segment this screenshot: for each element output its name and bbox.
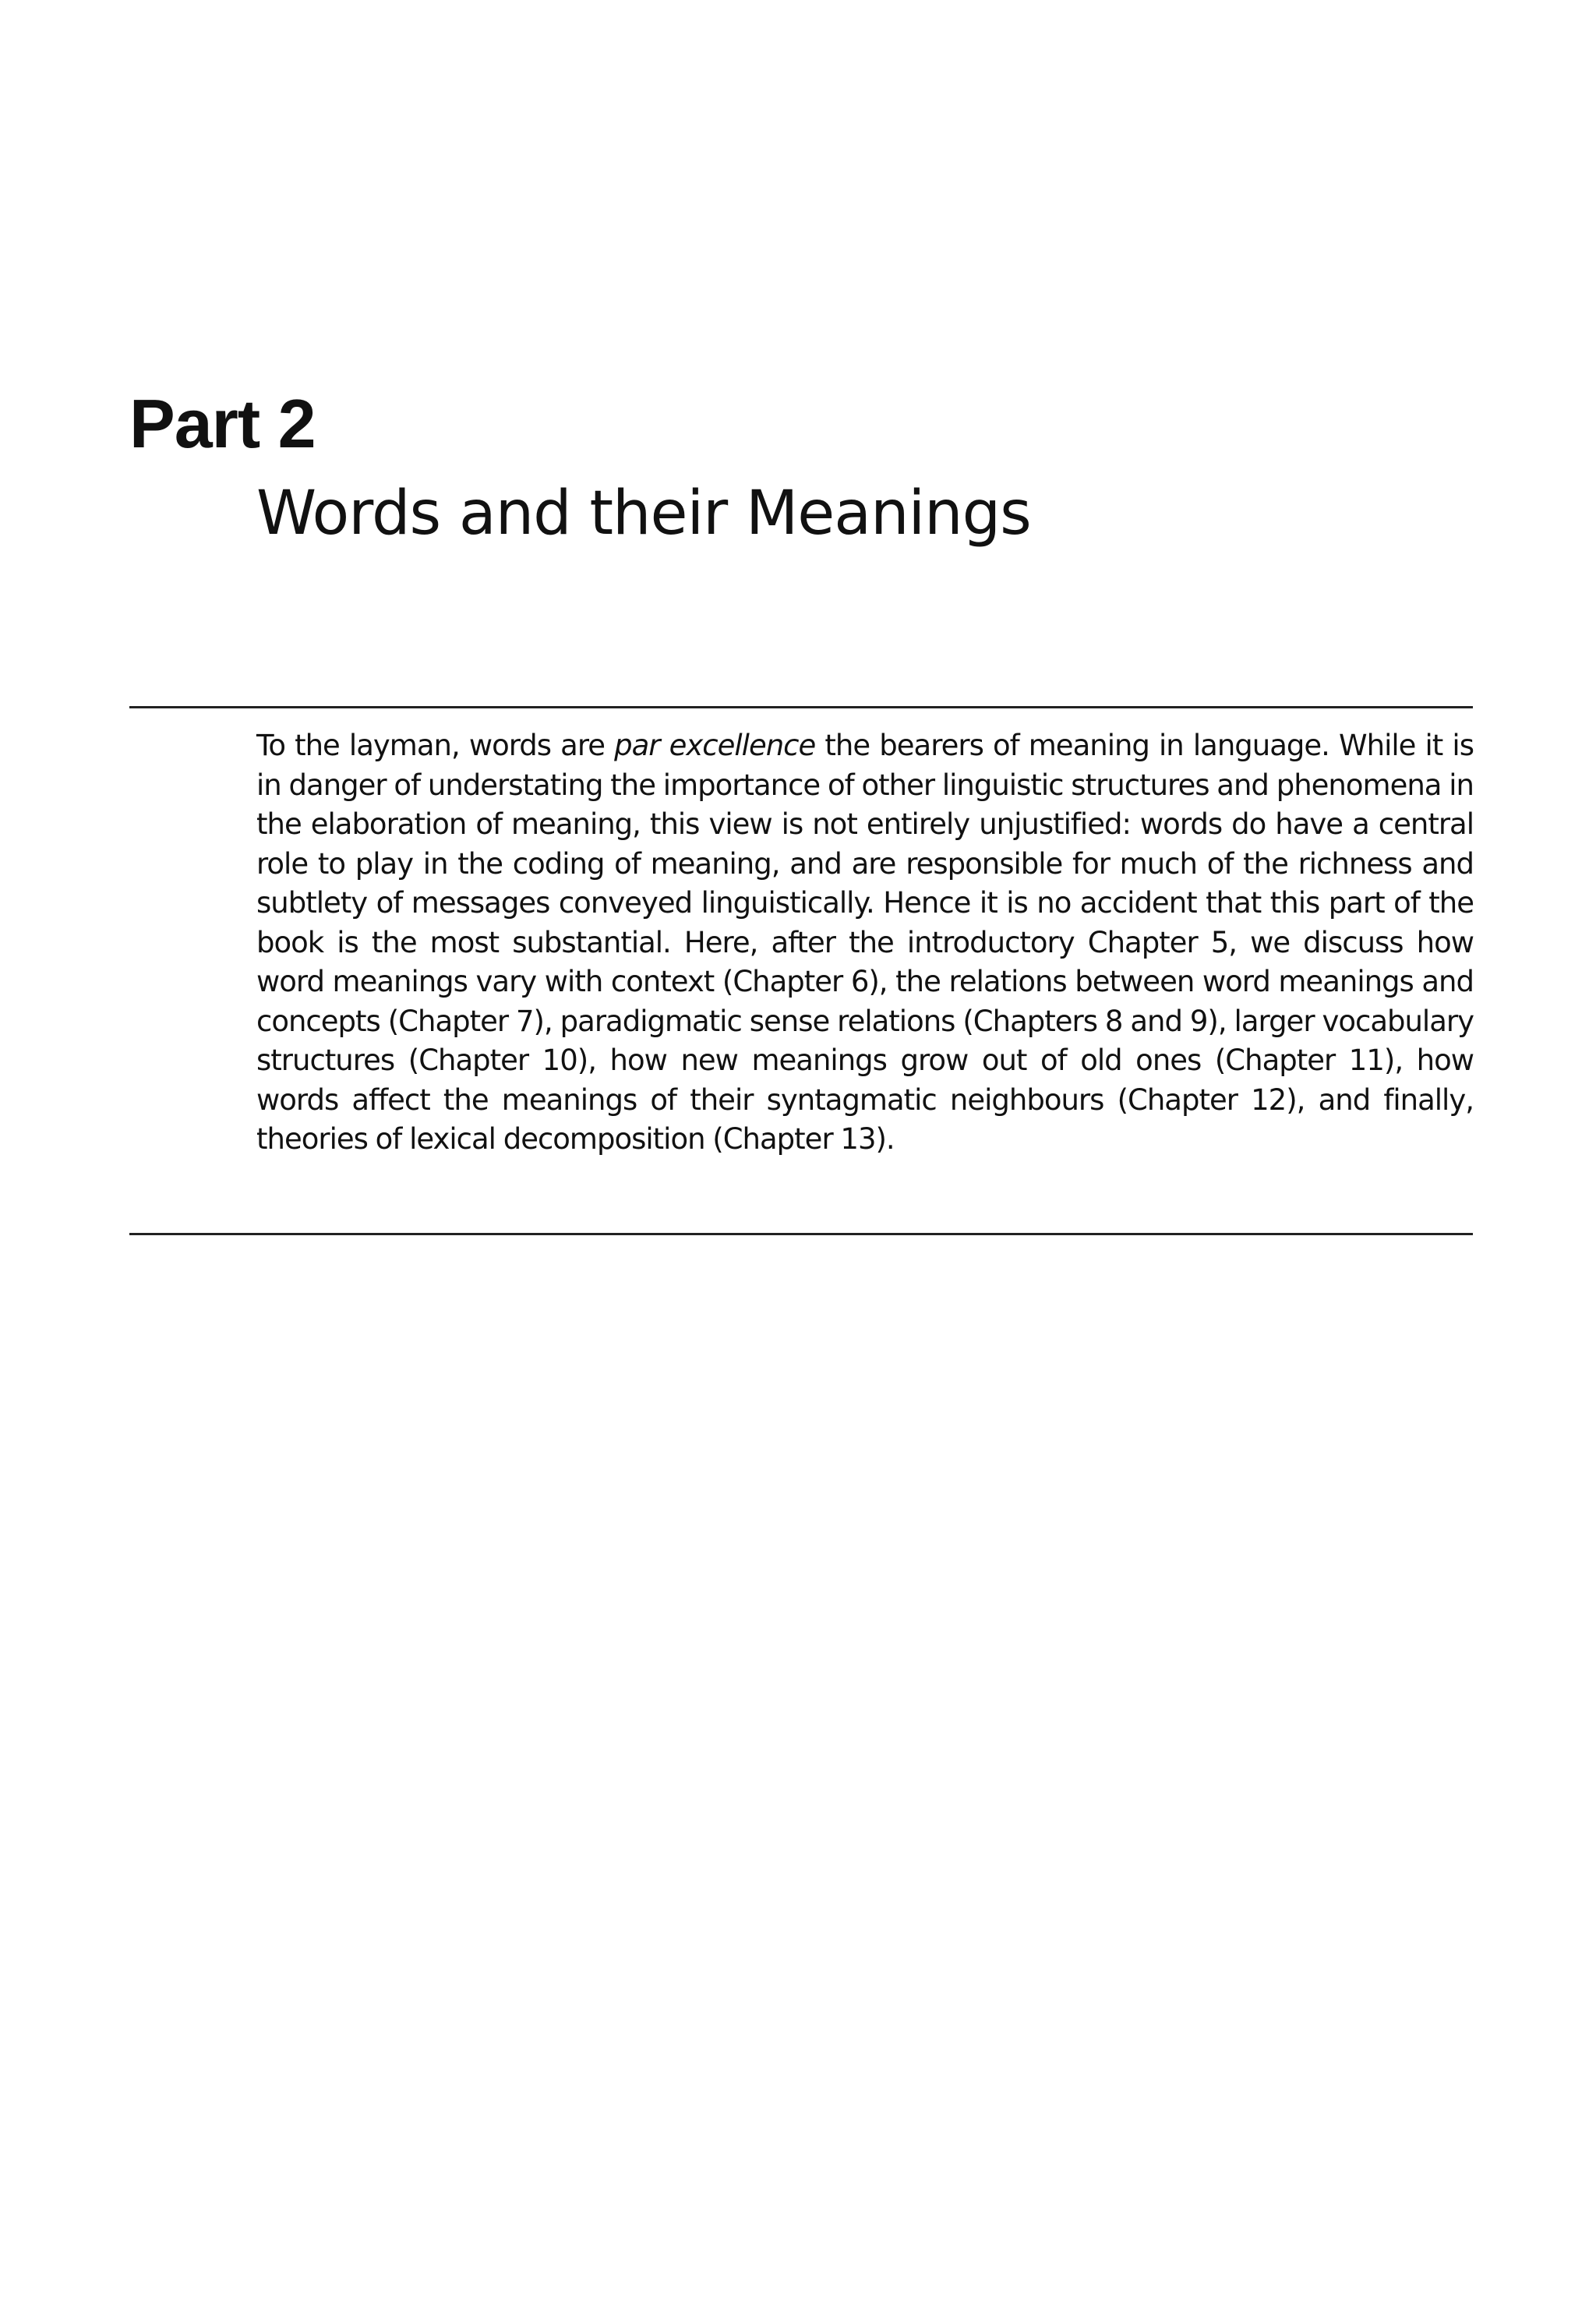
part-introduction <box>256 726 1474 1160</box>
bottom-divider <box>129 1233 1473 1235</box>
part-number: Part 2 <box>129 385 316 462</box>
part-title: Words and their Meanings <box>256 479 1031 549</box>
intro-emphasis: par excellence <box>614 729 816 762</box>
intro-text-rest: the bearers of meaning in language. While it is in danger of understating the importance of other linguistic structures and phenomena in the elaboration of meaning, this view is not entirely unjustified: words do have a central role to play in the coding of meaning, and are responsible for much of the richness and subtlety of messages conveyed linguistically. Hence it is no accident that this part of the book is the most substantial. Here, after the introductory Chapter 5, we discuss how word meanings vary with context (Chapter 6), the relations between word meanings and concepts (Chapter 7), paradigmatic sense relations (Chapters 8 and 9), larger vocabulary structures (Chapter 10), how new meanings grow out of old ones (Chapter 11), how words affect the meanings of their syntagmatic neighbours (Chapter 12), and finally, theories of lexical decomposition (Chapter 13). <box>256 729 1474 1156</box>
intro-text-start: To the layman, words are <box>256 729 615 762</box>
top-divider <box>129 706 1473 708</box>
